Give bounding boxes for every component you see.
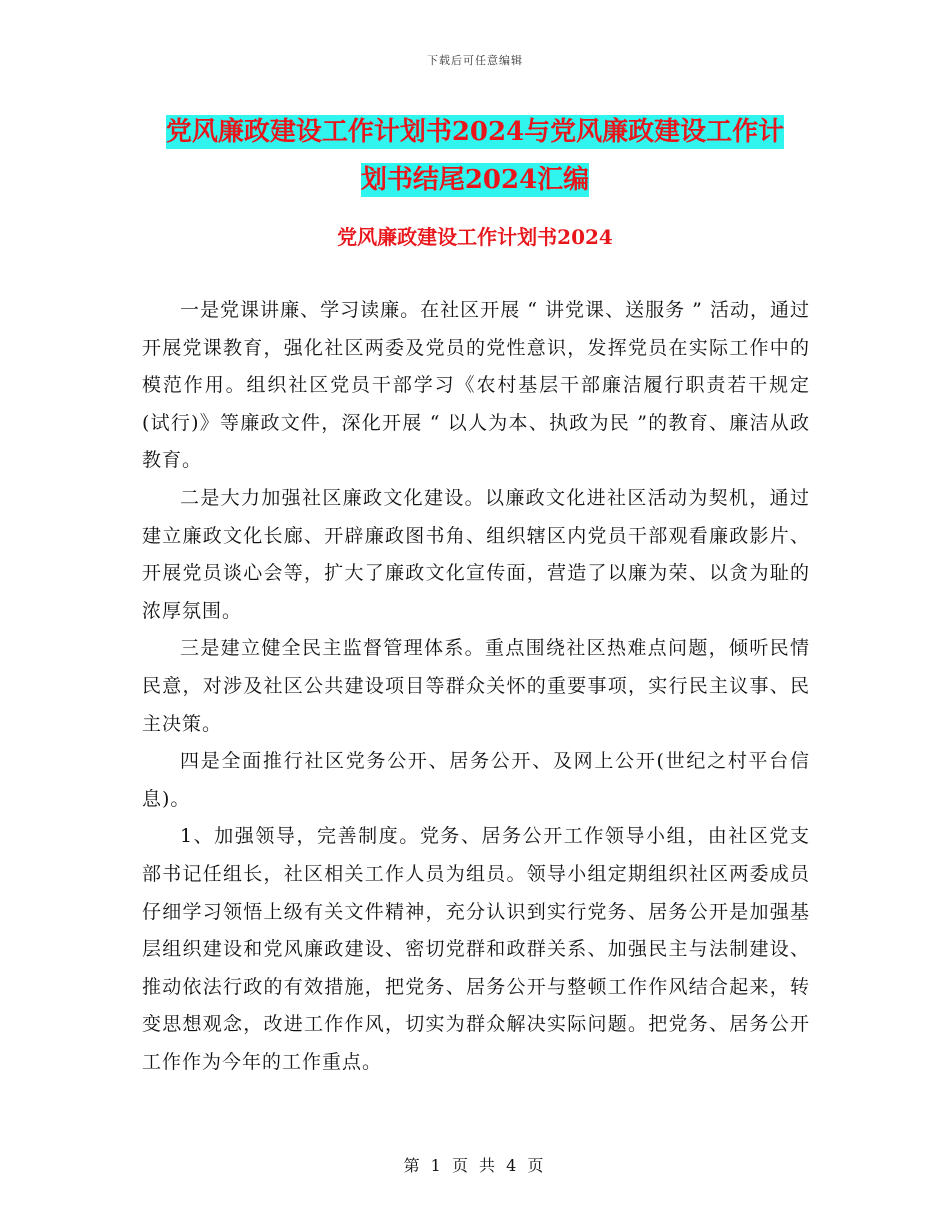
paragraph-3: 三是建立健全民主监督管理体系。重点围绕社区热难点问题，倾听民情民意，对涉及社区公共建设项目等群众关怀的重要事项，实行民主议事、民主决策。 [142, 637, 810, 735]
paragraph-5: 1、加强领导，完善制度。党务、居务公开工作领导小组，由社区党支部书记任组长，社区相关工作人员为组员。领导小组定期组织社区两委成员仔细学习领悟上级有关文件精神，充分认识到实行党务、居务公开是加强基层组织建设和党风廉政建设、密切党群和政群关系、加强民主与法制建设、推动依法行政的有效措施，把党务、居务公开与整顿工作作风结合起来，转变思想观念，改进工作作风，切实为群众解决实际问题。把党务、居务公开工作作为今年的工作重点。 [142, 825, 810, 1073]
section-title: 党风廉政建设工作计划书2024 [337, 225, 613, 249]
paragraph-4: 四是全面推行社区党务公开、居务公开、及网上公开(世纪之村平台信息)。 [142, 750, 810, 810]
document-title [0, 108, 950, 204]
header-note: 下载后可任意编辑 [427, 54, 523, 67]
document-title-line2: 划书结尾2024汇编 [360, 165, 590, 195]
document-title-line1: 党风廉政建设工作计划书2024与党风廉政建设工作计 [165, 117, 785, 147]
paragraph-2: 二是大力加强社区廉政文化建设。以廉政文化进社区活动为契机，通过建立廉政文化长廊、开辟廉政图书角、组织辖区内党员干部观看廉政影片、开展党员谈心会等，扩大了廉政文化宣传面，营造了以廉为荣、以贪为耻的浓厚氛围。 [142, 486, 810, 622]
paragraph-1: 一是党课讲廉、学习读廉。在社区开展 “ 讲党课、送服务 ” 活动，通过开展党课教育，强化社区两委及党员的党性意识，发挥党员在实际工作中的模范作用。组织社区党员干部学习《农村基层干部廉洁履行职责若干规定(试行)》等廉政文件，深化开展 “ 以人为本、执政为民 ”的教育、廉洁从政教育。 [142, 299, 810, 472]
page-number: 第 1 页 共 4 页 [403, 1156, 547, 1175]
document-body [142, 292, 810, 1081]
